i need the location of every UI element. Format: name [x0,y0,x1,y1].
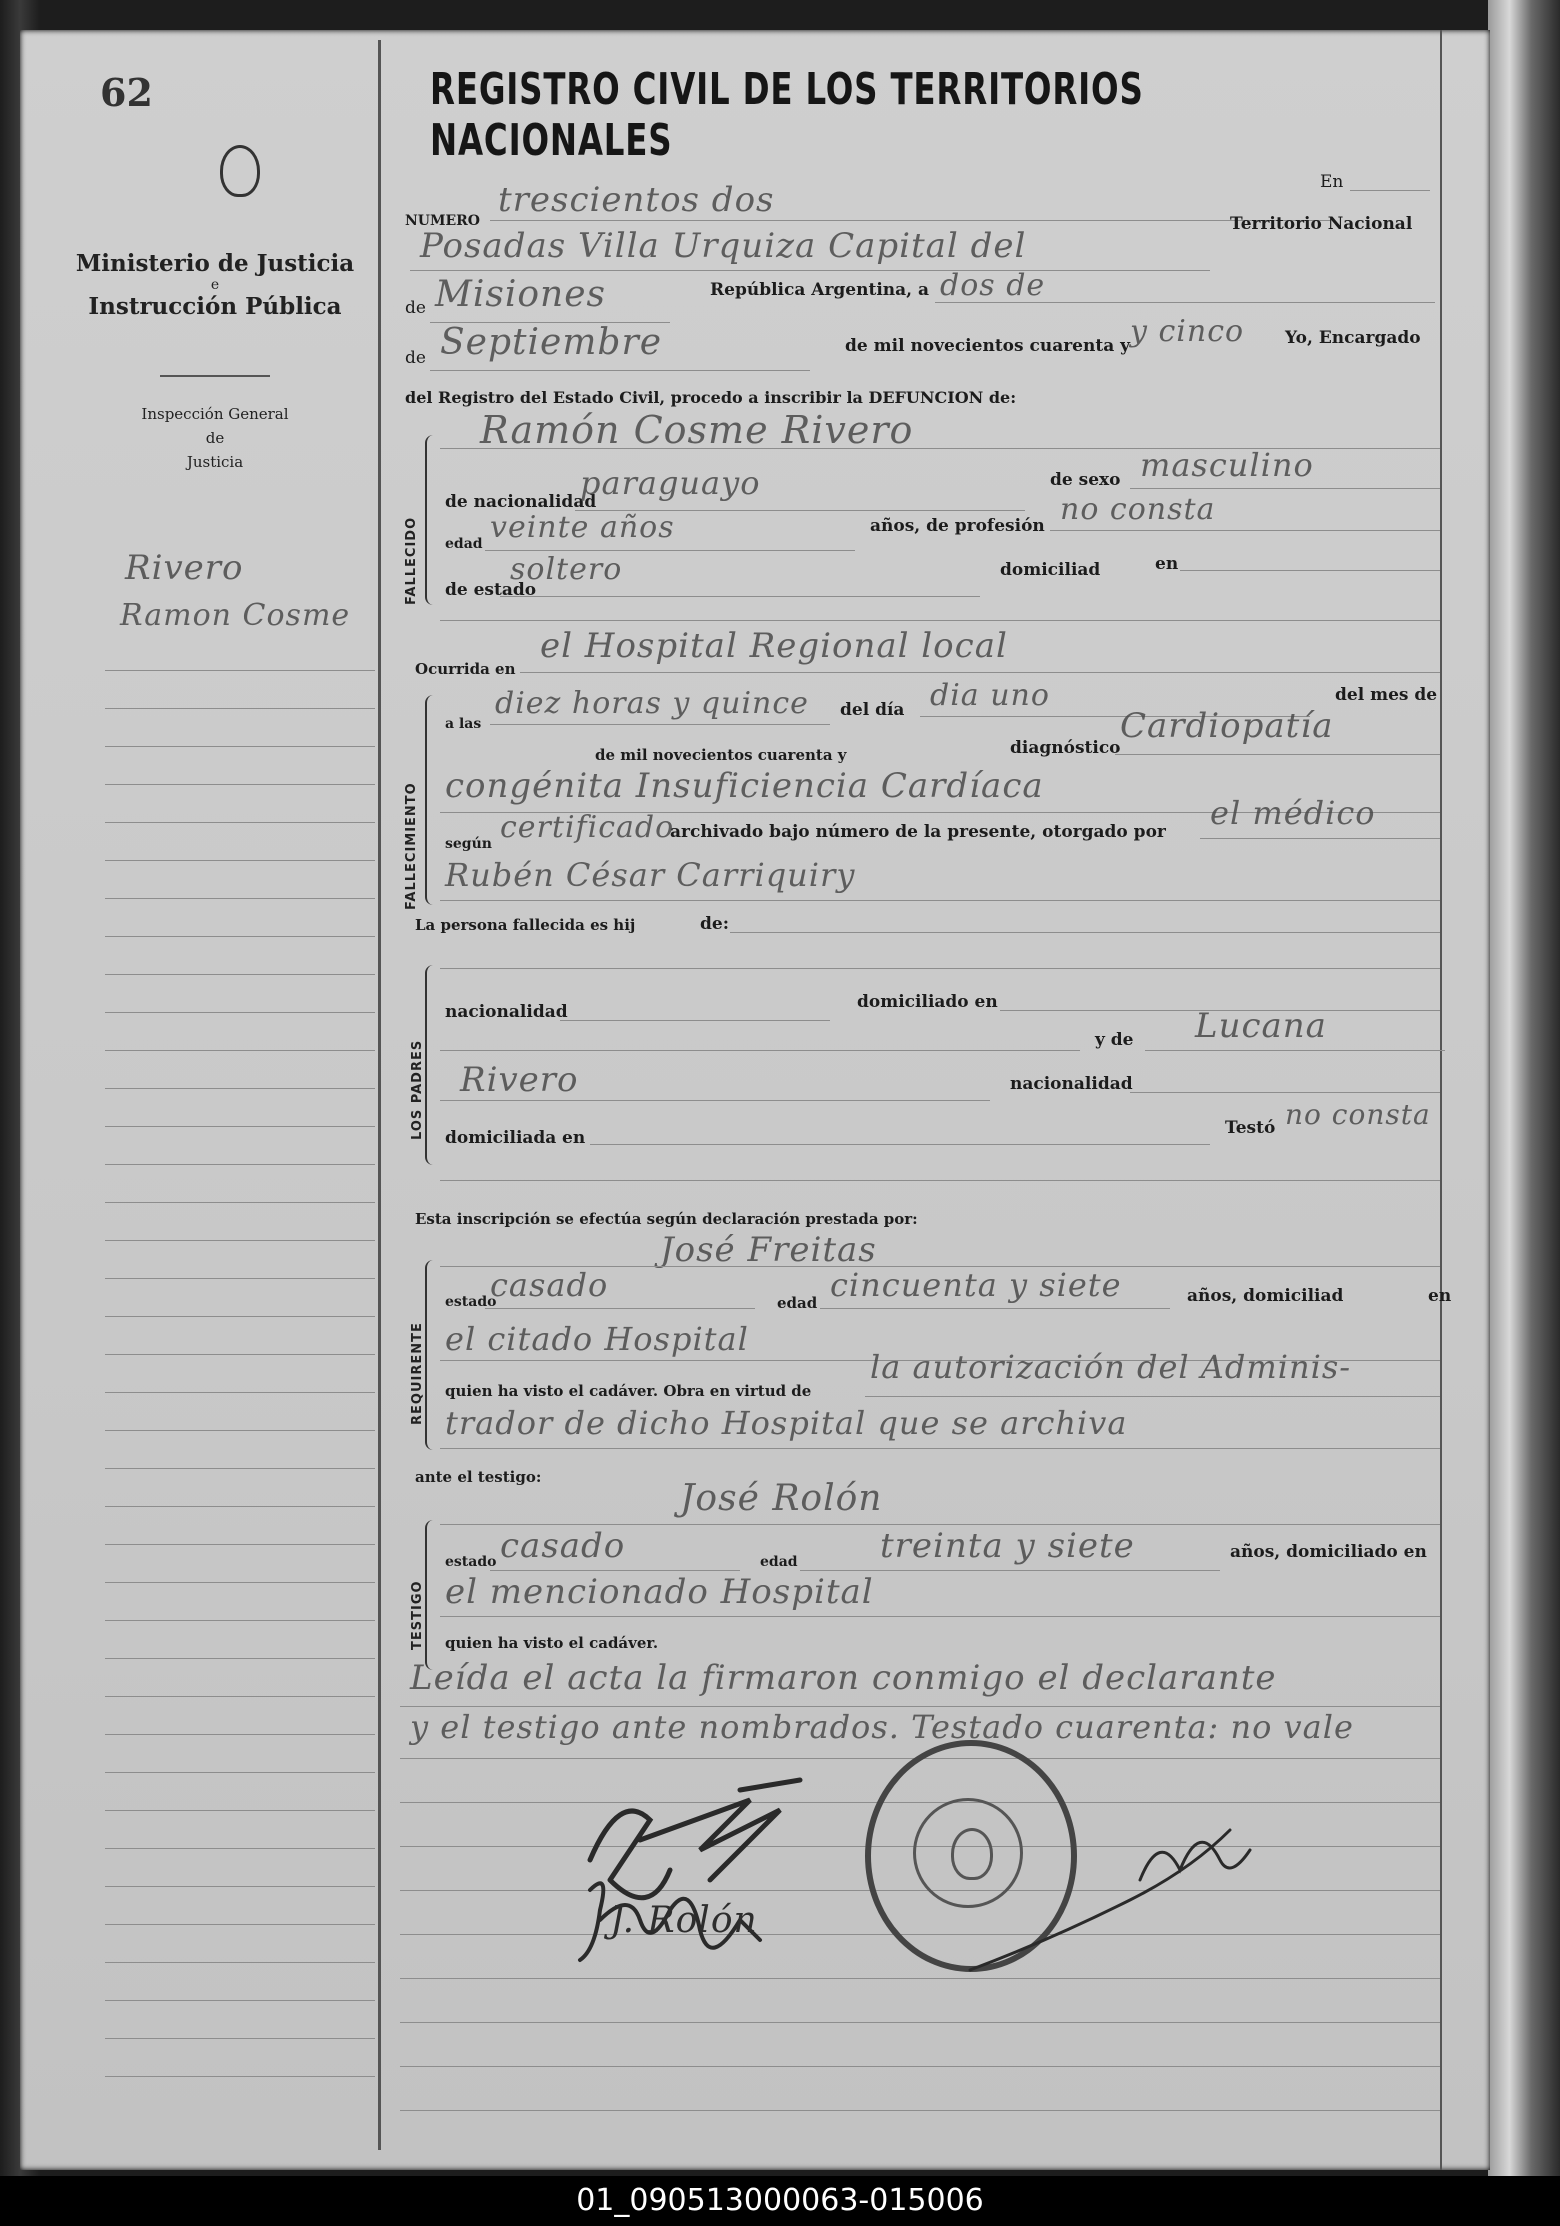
rule [1050,530,1440,531]
ocurrida-label: Ocurrida en [415,660,516,678]
ruled-line [105,746,375,747]
rule [440,1100,990,1101]
fallecimiento-side-label: FALLECIMIENTO [404,782,419,910]
cierre2-value: y el testigo ante nombrados. Testado cuarenta: no vale [410,1708,1354,1746]
dec-dom-value: el citado Hospital [445,1320,749,1358]
en2-label: en [1155,554,1179,574]
dec-edad-value: cincuenta y siete [830,1266,1122,1304]
margin-divider [378,40,381,2150]
registro-label: del Registro del Estado Civil, procedo a inscribir la DEFUNCION de: [405,388,1017,407]
de2-label: de [405,348,426,368]
numero-label: NUMERO [405,213,481,229]
diagnostico-value: Cardiopatía [1120,706,1334,746]
testo-value: no consta [1285,1098,1431,1131]
en-label: En [1320,172,1344,192]
declarante-value: José Freitas [660,1230,877,1270]
mes-value: Septiembre [440,322,662,363]
rule [1350,190,1430,191]
fallecido-side-label: FALLECIDO [404,516,419,605]
ruled-line [105,1430,375,1431]
nacionalidad-label: de nacionalidad [445,492,597,512]
ruled-line [105,822,375,823]
ruled-line [105,1696,375,1697]
territorio-label: Territorio Nacional [1230,214,1413,234]
document-page [20,30,1490,2170]
ruled-line [105,860,375,861]
en4-label: en [1428,1286,1452,1306]
margin-ruled-lines [105,30,375,2170]
del-mes-label: del mes de [1335,685,1438,705]
ruled-line [105,1164,375,1165]
padres-side-label: LOS PADRES [410,1039,425,1140]
rule [430,370,810,371]
ruled-line [105,1240,375,1241]
anios-prof-label: años, de profesión [870,516,1045,536]
folio-number: 62 [100,70,153,115]
y-de-label: y de [1095,1030,1134,1050]
rule [485,1308,755,1309]
sexo-label: de sexo [1050,470,1121,490]
cierre1-value: Leída el acta la firmaron conmigo el declarante [410,1658,1277,1698]
diagnostico2-value: congénita Insuficiencia Cardíaca [445,766,1044,806]
ruled-line [105,1658,375,1659]
domiciliada-label: domiciliada [445,1128,557,1148]
medico2-value: Rubén César Carriquiry [445,856,856,894]
ocurrida-value: el Hospital Regional local [540,626,1008,666]
rule [440,620,1440,621]
rule [490,1570,740,1571]
padre-value: Rivero [460,1060,579,1100]
ministry-line2: e [210,277,220,293]
ruled-line [105,898,375,899]
sexo-value: masculino [1140,446,1314,484]
ruled-line [105,1506,375,1507]
page-edge [1488,0,1560,2176]
a-las-label: a las [445,716,482,732]
ruled-line [105,1886,375,1887]
ruled-line [105,1050,375,1051]
territorio-value: Misiones [435,274,607,315]
rule [440,1448,1440,1449]
testigo-side-label: TESTIGO [410,1580,425,1650]
ruled-line [105,1278,375,1279]
rule [560,1020,830,1021]
rule [590,1144,1210,1145]
padres-brace [425,965,437,1165]
ruled-line [105,1392,375,1393]
ruled-line [105,1126,375,1127]
ruled-line [105,1924,375,1925]
margin-surname: Rivero [125,548,244,588]
en3-label: en [562,1128,586,1148]
obra2-value: trador de dicho Hospital que se archiva [445,1404,1128,1442]
inspection-line2: de [205,429,225,447]
ruled-line [400,2066,1440,2067]
rule [440,1180,1440,1181]
ruled-line [105,2000,375,2001]
anios-dom-label: años, domiciliad [1187,1286,1344,1306]
rule [400,1706,1440,1707]
rule [1180,570,1440,571]
dec-estado-value: casado [490,1266,609,1304]
ruled-line [105,1734,375,1735]
ruled-line [105,1810,375,1811]
diagnostico-label: diagnóstico [1010,738,1121,758]
quien-visto-label: quien ha visto el cadáver. Obra en virtud de [445,1382,812,1400]
nombre-value: Ramón Cosme Rivero [480,408,914,452]
nacionalidad-value: paraguayo [580,464,761,502]
ruled-line [105,1088,375,1089]
edad-label: edad [445,536,483,552]
estado-value: soltero [510,552,623,587]
yo-label: Yo, Encargado [1285,328,1421,348]
rule [500,596,980,597]
ruled-line [105,670,375,671]
quien-visto2-label: quien ha visto el cadáver. [445,1634,659,1652]
estado2-label: estado [445,1294,497,1310]
requirente-side-label: REQUIRENTE [410,1322,425,1425]
de-mil-label: de mil novecientos cuarenta y [845,336,1131,356]
ruled-line [105,1316,375,1317]
rule [1115,754,1440,755]
ante-testigo-label: ante el testigo: [415,1468,542,1486]
segun-value: certificado [500,810,675,845]
testigo-brace [425,1520,437,1670]
ruled-line [105,1544,375,1545]
ruled-line [105,708,375,709]
rule [730,932,1440,933]
rule [1145,1050,1445,1051]
ruled-line [105,2038,375,2039]
requirente-brace [425,1260,437,1450]
rule [820,1308,1170,1309]
rule [800,1570,1220,1571]
profesion-value: no consta [1060,492,1216,527]
inspection-line3: Justicia [186,453,244,471]
estado3-label: estado [445,1554,497,1570]
tes-dom-value: el mencionado Hospital [445,1572,874,1612]
lugar-value: Posadas Villa Urquiza Capital del [420,226,1027,266]
ruled-line [105,936,375,937]
edad2-label: edad [777,1294,818,1312]
de-mil2-label: de mil novecientos cuarenta y [595,746,847,764]
ruled-line [400,2110,1440,2111]
nacionalidad3-label: nacionalidad [1010,1074,1133,1094]
fallecido-brace [425,435,437,605]
republica-label: República Argentina, a [710,280,930,300]
rule [1130,1092,1440,1093]
ruled-line [105,1582,375,1583]
ruled-line [105,1202,375,1203]
ruled-line [105,1468,375,1469]
madre-value: Lucana [1195,1006,1327,1046]
rule [1130,488,1440,489]
ruled-line [105,1962,375,1963]
rule [440,1050,1080,1051]
testo-label: Testó [1225,1118,1276,1138]
domiciliad-label: domiciliad [1000,560,1101,580]
ruled-line [105,1848,375,1849]
del-dia-label: del día [840,700,905,720]
rule [410,270,1210,271]
de3-label: de: [700,914,729,934]
numero-value: trescientos dos [498,180,775,220]
edad3-label: edad [760,1554,798,1570]
witness-signature-text: J. Rolón [610,1900,758,1941]
ruled-line [105,1772,375,1773]
rule [935,302,1435,303]
anio-value: y cinco [1130,314,1245,349]
estado-label: de estado [445,580,537,600]
ruled-line [105,784,375,785]
rule [440,968,1440,969]
inscripcion-label: Esta inscripción se efectúa según declaración prestada por: [415,1210,918,1228]
rule [440,1616,1440,1617]
segun-label: según [445,836,492,852]
page-title: REGISTRO CIVIL DE LOS TERRITORIOS NACIONALES [430,64,1144,166]
hora-value: diez horas y quince [495,686,809,721]
rule [490,724,830,725]
tes-estado-value: casado [500,1526,626,1566]
rule [485,550,855,551]
domiciliado-en-label: domiciliado en [857,992,998,1012]
obra-value: la autorización del Adminis- [870,1348,1352,1386]
ruled-line [105,1620,375,1621]
archivado-label: archivado bajo número de la presente, otorgado por [670,822,1166,842]
ruled-line [105,974,375,975]
rule [440,1524,1440,1525]
anios-dom2-label: años, domiciliado en [1230,1542,1427,1562]
ruled-line [105,2076,375,2077]
rule [1200,838,1440,839]
fallecimiento-brace [425,695,437,905]
margin-given-names: Ramon Cosme [120,598,351,633]
tes-edad-value: treinta y siete [880,1526,1135,1566]
dia-value: dos de [940,268,1046,303]
ministry-line3: Instrucción Pública [88,293,342,320]
image-id-bar: 01_090513000063-015006 [0,2176,1560,2226]
inspection-line1: Inspección General [141,405,289,423]
rule [490,220,1330,221]
de-label: de [405,298,426,318]
ruled-line [105,1012,375,1013]
dia-muerte-value: dia uno [930,678,1050,713]
testigo-value: José Rolón [680,1478,883,1519]
signature-official [930,1770,1290,2030]
ruled-line [105,1354,375,1355]
nacionalidad2-label: nacionalidad [445,1002,568,1022]
hij-label: La persona fallecida es hij [415,916,636,934]
rule [865,1396,1440,1397]
right-border [1440,30,1442,2170]
medico-value: el médico [1210,794,1376,832]
ministry-line1: Ministerio de Justicia [75,250,355,277]
rule [520,672,1440,673]
rule [440,900,1440,901]
edad-value: veinte años [490,510,675,545]
